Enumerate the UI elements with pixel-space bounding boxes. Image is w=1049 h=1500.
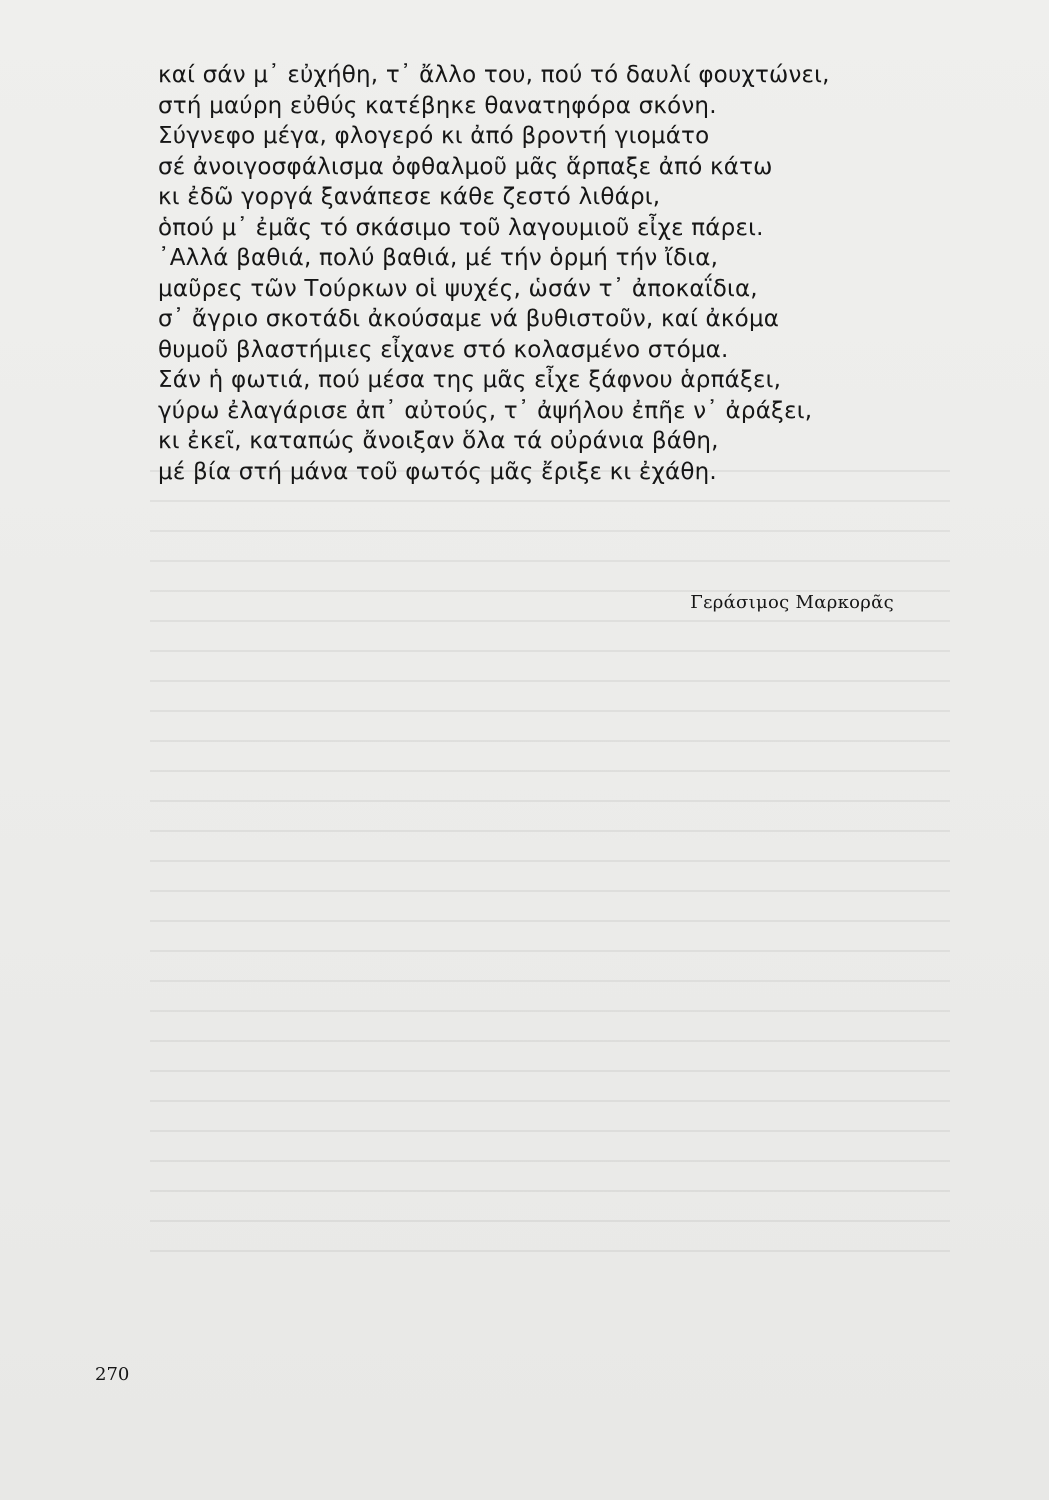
poem-line: σέ ἀνοιγοσφάλισμα ὀφθαλμοῦ μᾶς ἅρπαξε ἀπό κάτω [158,153,773,180]
page-number: 270 [95,1364,130,1385]
poem-line: Σάν ἡ φωτιά, πού μέσα της μᾶς εἶχε ξάφνου ἁρπάξει, [158,367,782,393]
poem-line: ᾽Αλλά βαθιά, πολύ βαθιά, μέ τήν ὁρμή τήν ἴδια, [158,245,719,271]
poem-line: Σύγνεφο μέγα, φλογερό κι ἀπό βροντή γιομάτο [158,123,710,149]
poem-line: σ᾽ ἄγριο σκοτάδι ἀκούσαμε νά βυθιστοῦν, καί ἀκόμα [158,306,780,332]
poem-line: ὁπού μ᾽ ἐμᾶς τό σκάσιμο τοῦ λαγουμιοῦ εἶχε πάρει. [158,214,764,241]
poem-line: καί σάν μ᾽ εὐχήθη, τ᾽ ἄλλο του, πού τό δαυλί φουχτώνει, [158,62,830,88]
poem-line: στή μαύρη εὐθύς κατέβηκε θανατηφόρα σκόνη. [158,92,717,119]
author-signature: Γεράσιμος Μαρκορᾶς [690,592,894,613]
poem-line: κι ἐκεῖ, καταπώς ἄνοιξαν ὅλα τά οὐράνια βάθη, [158,428,719,454]
poem-text [158,60,918,487]
poem-line: κι ἐδῶ γοργά ξανάπεσε κάθε ζεστό λιθάρι, [158,184,661,210]
poem-line: θυμοῦ βλαστήμιες εἶχανε στό κολασμένο στόμα. [158,336,729,363]
poem-line: μαῦρες τῶν Τούρκων οἱ ψυχές, ὡσάν τ᾽ ἀποκαΐδια, [158,275,758,302]
poem-line: γύρω ἐλαγάρισε ἀπ᾽ αὐτούς, τ᾽ ἀψήλου ἐπῆε ν᾽ ἀράξει, [158,397,813,424]
poem-line: μέ βία στή μάνα τοῦ φωτός μᾶς ἔριξε κι ἐχάθη. [158,458,717,485]
